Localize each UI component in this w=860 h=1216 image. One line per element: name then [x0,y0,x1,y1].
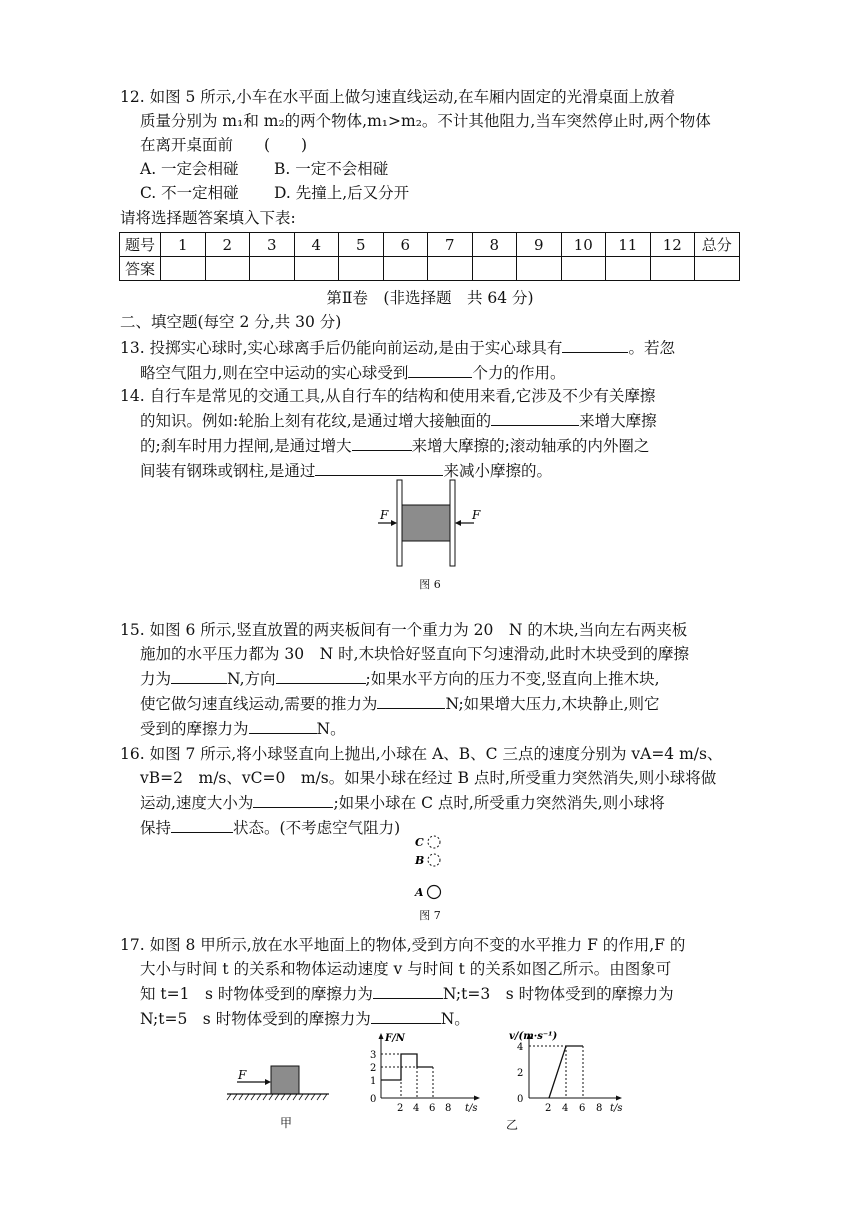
x-axis-arrow [474,1096,480,1101]
q12-options [140,157,409,205]
blank[interactable] [491,408,579,426]
section-title: 二、填空题(每空 2 分,共 30 分) [120,313,342,331]
answer-cell[interactable] [606,257,651,281]
answer-cell[interactable] [250,257,295,281]
q17-text: N。 [440,1010,470,1028]
answer-cell[interactable] [205,257,250,281]
table-cell: 5 [339,233,384,257]
table-cell: 12 [650,233,695,257]
table-cell: 4 [294,233,339,257]
blank[interactable] [171,815,233,833]
q17-text: N;t=3 s 时物体受到的摩擦力为 [442,985,674,1003]
q15-text: N,方向 [227,670,276,688]
y-tick-label: 3 [370,1050,377,1061]
figure-7 [405,834,465,904]
q17-text: 17. 如图 8 甲所示,放在水平地面上的物体,受到方向不变的水平推力 F 的作用,F 的 [120,936,686,954]
y-axis-arrow [379,1033,384,1039]
q12-line1: 12. 如图 5 所示,小车在水平面上做匀速直线运动,在车厢内固定的光滑桌面上放着 [120,88,676,106]
x-tick-label: 6 [579,1103,586,1114]
answer-cell[interactable] [517,257,562,281]
x-axis-label: t/s [465,1103,478,1114]
point-b-label: B [415,854,425,867]
q12-option-d: D. 先撞上,后又分开 [274,184,410,202]
label-jia: 甲 [280,1116,293,1130]
q12-line2: 质量分别为 m₁和 m₂的两个物体,m₁>m₂。不计其他阻力,当车突然停止时,两个物体 [140,112,711,130]
blank[interactable] [249,716,317,734]
blank[interactable] [276,666,366,684]
table-cell: 3 [250,233,295,257]
table-cell: 9 [517,233,562,257]
q15-text: 使它做匀速直线运动,需要的推力为 [140,695,378,713]
table-cell: 11 [606,233,651,257]
question-13 [120,335,750,385]
q15-text: N。 [316,720,346,738]
q17-text: 大小与时间 t 的关系和物体运动速度 v 与时间 t 的关系如图乙所示。由图象可 [140,960,672,978]
x-tick-label: 4 [562,1103,569,1114]
question-12 [120,85,750,157]
q15-text: ;如果水平方向的压力不变,竖直向上推木块, [365,670,660,688]
table-cell: 1 [161,233,206,257]
graph-velocity-time [507,1028,647,1118]
guide-lines [381,1054,433,1098]
q12-option-c: C. 不一定相碰 [140,184,239,202]
y-tick-label: 1 [370,1076,377,1087]
q16-text: ;如果小球在 C 点时,所受重力突然消失,则小球将 [333,794,665,812]
table-row-numbers [120,233,740,257]
q16-text: vB=2 m/s、vC=0 m/s。如果小球在经过 B 点时,所受重力突然消失,则小球将做 [140,769,717,787]
q14-text: 的知识。例如:轮胎上刻有花纹,是通过增大接触面的 [140,412,492,430]
y-axis-label: v/(m·s⁻¹) [509,1031,558,1042]
ball-position-a [428,886,441,899]
answer-cell[interactable] [383,257,428,281]
x-tick-label: 8 [445,1103,452,1114]
ball-position-c [428,836,440,848]
table-header-total: 总分 [695,233,740,257]
figure-7-caption: 图 7 [419,909,441,922]
q15-text: 施加的水平压力都为 30 N 时,木块恰好竖直向下匀速滑动,此时木块受到的摩擦 [140,645,689,663]
table-cell: 8 [472,233,517,257]
answer-cell[interactable] [294,257,339,281]
answer-cell-total[interactable] [695,257,740,281]
answer-cell[interactable] [650,257,695,281]
q15-text: 受到的摩擦力为 [140,720,249,738]
blank[interactable] [371,1006,441,1024]
q14-text: 来增大摩擦 [579,412,657,430]
q13-text: 个力的作用。 [472,364,566,382]
wood-block [402,505,450,541]
q15-text: 力为 [140,670,172,688]
x-axis-label: t/s [610,1103,623,1114]
y-tick-label: 4 [517,1042,524,1053]
figure-6 [370,478,490,568]
answer-instruction: 请将选择题答案填入下表: [120,209,296,227]
blank[interactable] [373,981,443,999]
force-label-right: F [472,508,481,522]
q16-text: 运动,速度大小为 [140,794,254,812]
answer-cell[interactable] [339,257,384,281]
blank[interactable] [352,433,412,451]
figure-8-jia [225,1060,335,1110]
x-tick-label: 2 [545,1103,552,1114]
part2-title: 第Ⅱ卷 (非选择题 共 64 分) [326,289,534,307]
table-header-number: 题号 [120,233,161,257]
object-block [271,1066,299,1094]
blank[interactable] [171,666,227,684]
table-cell: 7 [428,233,473,257]
point-a-label: A [415,886,424,899]
table-header-answer: 答案 [120,257,161,281]
ball-position-b [428,854,440,866]
q13-text: 略空气阻力,则在空中运动的实心球受到 [140,364,409,382]
q12-option-b: B. 一定不会相碰 [274,160,389,178]
q14-text: 间装有钢珠或钢柱,是通过 [140,462,316,480]
q16-text: 16. 如图 7 所示,将小球竖直向上抛出,小球在 A、B、C 三点的速度分别为 vA=4 m/s、 [120,745,723,763]
q17-text: 知 t=1 s 时物体受到的摩擦力为 [140,985,373,1003]
answer-cell[interactable] [561,257,606,281]
figure-6-caption: 图 6 [419,578,441,591]
graph-force-time [365,1030,495,1115]
q15-text: 15. 如图 6 所示,竖直放置的两夹板间有一个重力为 20 N 的木块,当向左右两夹板 [120,621,688,639]
x-tick-label: 6 [429,1103,436,1114]
table-cell: 6 [383,233,428,257]
blank[interactable] [562,335,628,353]
y-tick-label: 0 [517,1094,524,1105]
x-tick-label: 2 [397,1103,404,1114]
table-row-answers [120,257,740,281]
q12-option-a: A. 一定会相碰 [140,160,239,178]
answer-cell[interactable] [161,257,206,281]
x-tick-label: 4 [413,1103,420,1114]
q13-text: 。若忽 [628,339,675,357]
q14-text: 14. 自行车是常见的交通工具,从自行车的结构和使用来看,它涉及不少有关摩擦 [120,387,656,405]
q14-text: 来减小摩擦的。 [443,462,552,480]
q16-text: 状态。(不考虑空气阻力) [233,819,401,837]
label-yi: 乙 [506,1118,519,1132]
push-arrowhead [265,1079,271,1085]
q14-text: 的;刹车时用力捏闸,是通过增大 [140,437,352,455]
blank[interactable] [315,458,443,476]
answer-cell[interactable] [472,257,517,281]
answer-cell[interactable] [428,257,473,281]
blank[interactable] [377,691,445,709]
question-15 [120,618,750,741]
q13-text: 13. 投掷实心球时,实心球离手后仍能向前运动,是由于实心球具有 [120,339,563,357]
blank[interactable] [253,790,333,808]
arrowhead-right [455,520,461,526]
y-tick-label: 2 [370,1063,377,1074]
q17-text: N;t=5 s 时物体受到的摩擦力为 [140,1010,371,1028]
x-axis-arrow [616,1096,622,1101]
left-clamp-plate [397,480,402,566]
q16-text: 保持 [140,819,172,837]
q15-text: N;如果增大压力,木块静止,则它 [445,695,660,713]
arrowhead-left [391,520,397,526]
question-16 [120,742,750,840]
ground-hatching [227,1094,327,1100]
x-tick-label: 8 [596,1103,603,1114]
blank[interactable] [408,360,472,378]
guide-lines [529,1046,583,1098]
question-14 [120,384,750,483]
q14-text: 来增大摩擦的;滚动轴承的内外圈之 [411,437,650,455]
table-cell: 2 [205,233,250,257]
force-label-left: F [380,508,389,522]
right-clamp-plate [450,480,455,566]
push-force-label: F [238,1068,247,1082]
y-axis-label: F/N [385,1033,405,1044]
table-cell: 10 [561,233,606,257]
y-tick-label: 0 [370,1094,377,1105]
q12-line3: 在离开桌面前 ( ) [140,136,308,154]
y-tick-label: 2 [517,1068,524,1079]
answer-table [119,232,740,281]
point-c-label: C [415,836,424,849]
question-17 [120,933,750,1031]
